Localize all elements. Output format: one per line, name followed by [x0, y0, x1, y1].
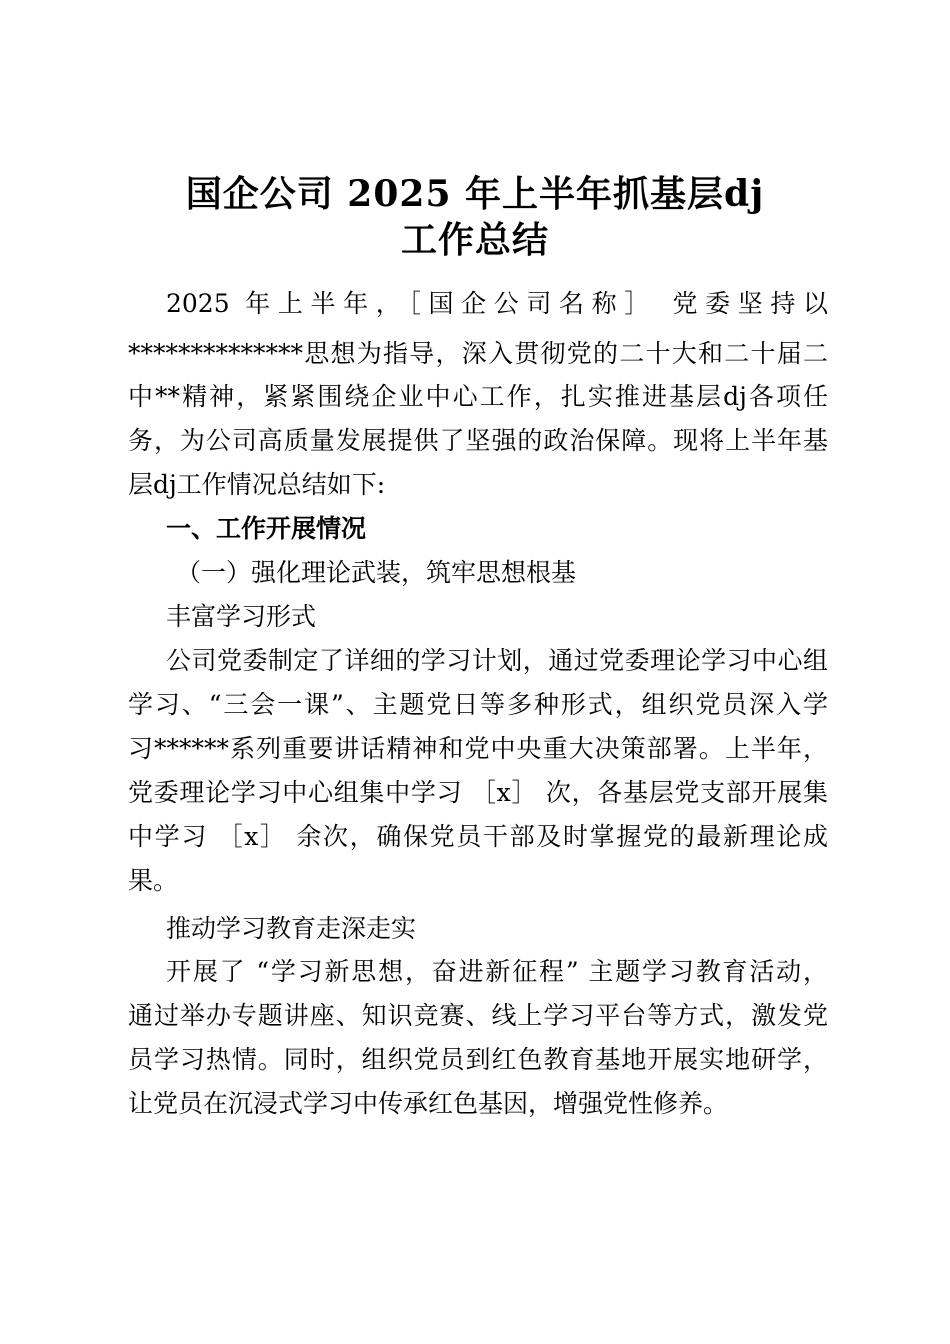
document-title-line1: 国企公司 2025 年上半年抓基层dj — [185, 173, 765, 215]
paragraph-line: 务，为公司高质量发展提供了坚强的政治保障。现将上半年基 — [128, 426, 828, 455]
document-title-line2: 工作总结 — [400, 219, 549, 261]
paragraph-line: 2025 年上半年，［国企公司名称］ 党委坚持以 — [166, 289, 828, 318]
paragraph-line: 果。 — [128, 866, 179, 895]
item-heading: 丰富学习形式 — [166, 602, 317, 631]
paragraph-line: 让党员在沉浸式学习中传承红色基因，增强党性修养。 — [128, 1089, 729, 1118]
paragraph-line: 中**精神，紧紧围绕企业中心工作，扎实推进基层dj各项任 — [128, 382, 828, 411]
paragraph-line: 层dj工作情况总结如下: — [128, 470, 386, 499]
paragraph-line: 通过举办专题讲座、知识竞赛、线上学习平台等方式，激发党 — [128, 1001, 828, 1030]
paragraph-line: **************思想为指导，深入贯彻党的二十大和二十届二 — [128, 339, 828, 368]
paragraph-line: 党委理论学习中心组集中学习 ［x］ 次，各基层党支部开展集 — [128, 778, 828, 807]
subsection-heading: （一）强化理论武装，筑牢思想根基 — [176, 558, 577, 587]
item-heading: 推动学习教育走深走实 — [166, 914, 417, 943]
section-heading: 一、工作开展情况 — [166, 514, 367, 543]
paragraph-line: 学习、“三会一课”、主题党日等多种形式，组织党员深入学 — [128, 690, 828, 719]
paragraph-line: 员学习热情。同时，组织党员到红色教育基地开展实地研学， — [128, 1045, 828, 1074]
paragraph-line: 开展了 “学习新思想，奋进新征程” 主题学习教育活动， — [166, 957, 828, 986]
paragraph-line: 公司党委制定了详细的学习计划，通过党委理论学习中心组 — [166, 646, 828, 675]
paragraph-line: 习******系列重要讲话精神和党中央重大决策部署。上半年， — [128, 734, 828, 763]
paragraph-line: 中学习 ［x］ 余次，确保党员干部及时掌握党的最新理论成 — [128, 822, 828, 851]
